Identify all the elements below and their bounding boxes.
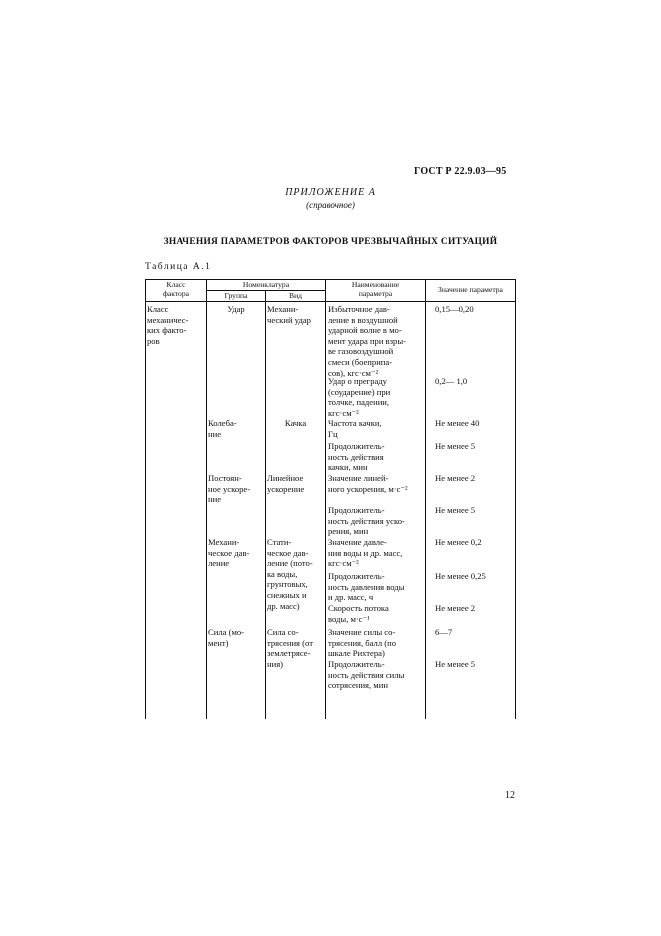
param-value-cell: Не менее 2 — [435, 603, 476, 613]
param-value-cell: Не менее 40 — [435, 418, 480, 428]
param-name-cell: Удар о преграду (соударение) при толчке, падении, кгс·см⁻² — [328, 376, 391, 418]
header-param-value: Значение параметра — [438, 285, 503, 294]
param-name-cell: Продолжитель- ность действия уско- рения, мин — [328, 505, 405, 537]
param-value-cell: Не менее 0,2 — [435, 537, 482, 547]
document-code: ГОСТ Р 22.9.03—95 — [414, 166, 507, 177]
class-cell: Класс механичес- ких факто- ров — [147, 304, 189, 346]
header-group: Группа — [224, 291, 248, 300]
table-right-border — [515, 279, 516, 719]
header-bottom-border — [145, 301, 515, 302]
col-divider-4 — [425, 279, 426, 719]
header-vid: Вид — [289, 291, 302, 300]
param-value-cell: 0,15—0,20 — [435, 304, 474, 314]
param-name-cell: Продолжитель- ность действия силы сотрясения, мин — [328, 659, 405, 691]
param-name-cell: Значение силы со- трясения, балл (по шкале Рихтера) — [328, 627, 397, 659]
header-param-name: Наименование параметра — [351, 280, 400, 299]
param-name-cell: Продолжитель- ность давления воды и др. масс, ч — [328, 571, 405, 603]
table-left-border — [145, 279, 146, 719]
vid-cell: Сила со- трясения (от землетрясе- ния) — [267, 627, 313, 669]
col-divider-3 — [325, 279, 326, 719]
param-value-cell: Не менее 2 — [435, 473, 476, 483]
param-name-cell: Частота качки, Гц — [328, 418, 382, 439]
param-name-cell: Значение давле- ния воды и др. масс, кгс·см⁻² — [328, 537, 403, 569]
vid-cell: Стати- ческое дав- ление (пото- ка воды, грунтовых, снежных и др. масс) — [267, 537, 313, 611]
param-value-cell: 0,2— 1,0 — [435, 376, 468, 386]
param-value-cell: 6—7 — [435, 627, 453, 637]
vid-cell: Механи- ческий удар — [267, 304, 311, 325]
vid-cell: Линейное ускорение — [267, 473, 305, 494]
header-nomenclature: Номенклатура — [242, 280, 290, 289]
col-divider-1 — [206, 279, 207, 719]
param-value-cell: Не менее 5 — [435, 441, 476, 451]
param-value-cell: Не менее 0,25 — [435, 571, 486, 581]
group-cell: Постоян- ное ускоре- ние — [208, 473, 251, 505]
group-cell: Удар — [227, 304, 245, 314]
param-value-cell: Не менее 5 — [435, 505, 476, 515]
group-cell: Колеба- ние — [208, 418, 237, 439]
group-cell: Механи- ческое дав- ление — [208, 537, 250, 569]
group-cell: Сила (мо- мент) — [208, 627, 245, 648]
param-value-cell: Не менее 5 — [435, 659, 476, 669]
section-title: ЗНАЧЕНИЯ ПАРАМЕТРОВ ФАКТОРОВ ЧРЕЗВЫЧАЙНЫХ СИТУАЦИЙ — [163, 237, 498, 247]
param-name-cell: Продолжитель- ность действия качки, мин — [328, 441, 385, 473]
page-number: 12 — [505, 790, 515, 801]
annex-subtitle: (справочное) — [306, 200, 355, 210]
header-klass: Класс фактора — [162, 280, 190, 299]
col-divider-2 — [265, 290, 266, 719]
table-caption: Таблица А.1 — [145, 262, 212, 272]
annex-title: ПРИЛОЖЕНИЕ А — [285, 187, 376, 198]
param-name-cell: Избыточное дав- ление в воздушной ударной волне в мо- мент удара при взры- ве газовоздушной смеси (боеприпа- сов), кгс·см⁻² — [328, 304, 406, 378]
vid-cell: Качка — [284, 418, 307, 428]
param-name-cell: Значение линей- ного ускорения, м·с⁻² — [328, 473, 408, 494]
param-name-cell: Скорость потока воды, м·с⁻¹ — [328, 603, 389, 624]
